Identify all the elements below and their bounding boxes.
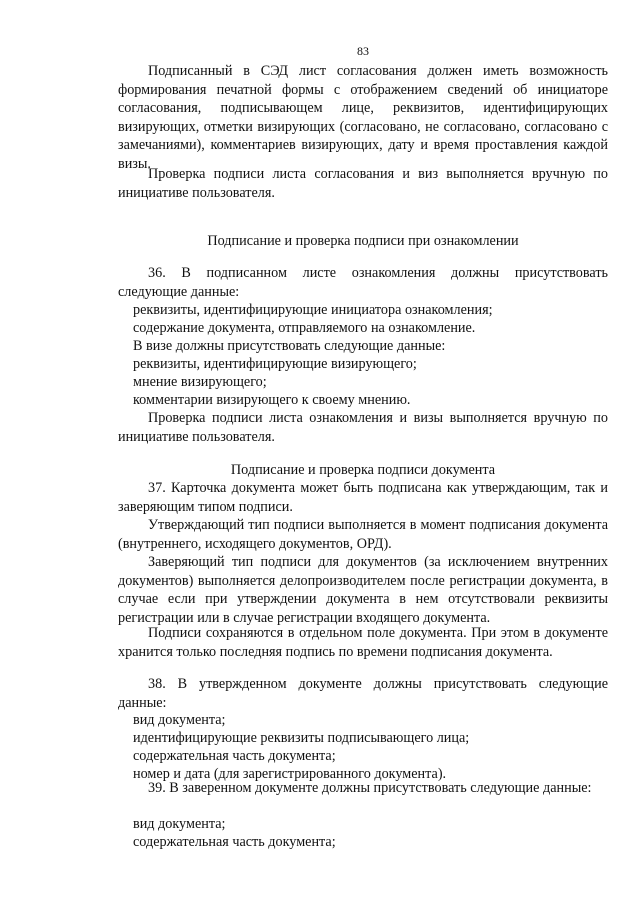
paragraph-visa-data: В визе должны присутствовать следующие данные: [133,338,446,354]
paragraph-39: 39. В заверенном документе должны присутствовать следующие данные: [148,780,592,796]
list-item: содержательная часть документа; [133,748,336,764]
paragraph-certifying-signature: Заверяющий тип подписи для документов (за исключением внутренних документов) выполняется делопроизводителем после регистрации документа, в случае если при утверждении документа в нем отсутствовали реквизиты регистрации или в случае регистрации входящего документа. [118,554,608,626]
list-item: мнение визирующего; [133,374,267,390]
list-item: содержательная часть документа; [133,834,336,850]
list-item: вид документа; [133,712,226,728]
paragraph-approving-signature: Утверждающий тип подписи выполняется в момент подписания документа (внутреннего, исходящего документов, ОРД). [118,517,608,552]
paragraph-acquaintance-check: Проверка подписи листа ознакомления и визы выполняется вручную по инициативе пользователя. [118,410,608,445]
page-number: 83 [357,44,369,58]
list-item: идентифицирующие реквизиты подписывающего лица; [133,730,470,746]
list-item: реквизиты, идентифицирующие инициатора ознакомления; [133,302,493,318]
paragraph-signing-sheet-check: Проверка подписи листа согласования и виз выполняется вручную по инициативе пользователя. [118,166,608,201]
paragraph-38: 38. В утвержденном документе должны присутствовать следующие данные: [118,676,608,711]
list-item: реквизиты, идентифицирующие визирующего; [133,356,417,372]
list-item: содержание документа, отправляемого на ознакомление. [133,320,476,336]
list-item: вид документа; [133,816,226,832]
paragraph-signatures-stored: Подписи сохраняются в отдельном поле документа. При этом в документе хранится только последняя подпись по времени подписания документа. [118,625,608,660]
paragraph-signing-sheet-print: Подписанный в СЭД лист согласования должен иметь возможность формирования печатной формы с отображением сведений об инициаторе согласования, подписывающем лице, реквизитов, идентифицирующих визирующих, отметки визирующих (согласовано, не согласовано, согласовано с замечаниями), комментариев визирующих, дату и время проставления каждой визы. [118,63,608,172]
section-heading-document-signing: Подписание и проверка подписи документа [230,462,496,478]
paragraph-37: 37. Карточка документа может быть подписана как утверждающим, так и заверяющим типом подписи. [118,480,608,515]
paragraph-36: 36. В подписанном листе ознакомления должны присутствовать следующие данные: [118,265,608,300]
list-item: комментарии визирующего к своему мнению. [133,392,411,408]
section-heading-acquaintance: Подписание и проверка подписи при ознакомлении [207,233,519,249]
list-item: номер и дата (для зарегистрированного документа). [133,766,447,782]
